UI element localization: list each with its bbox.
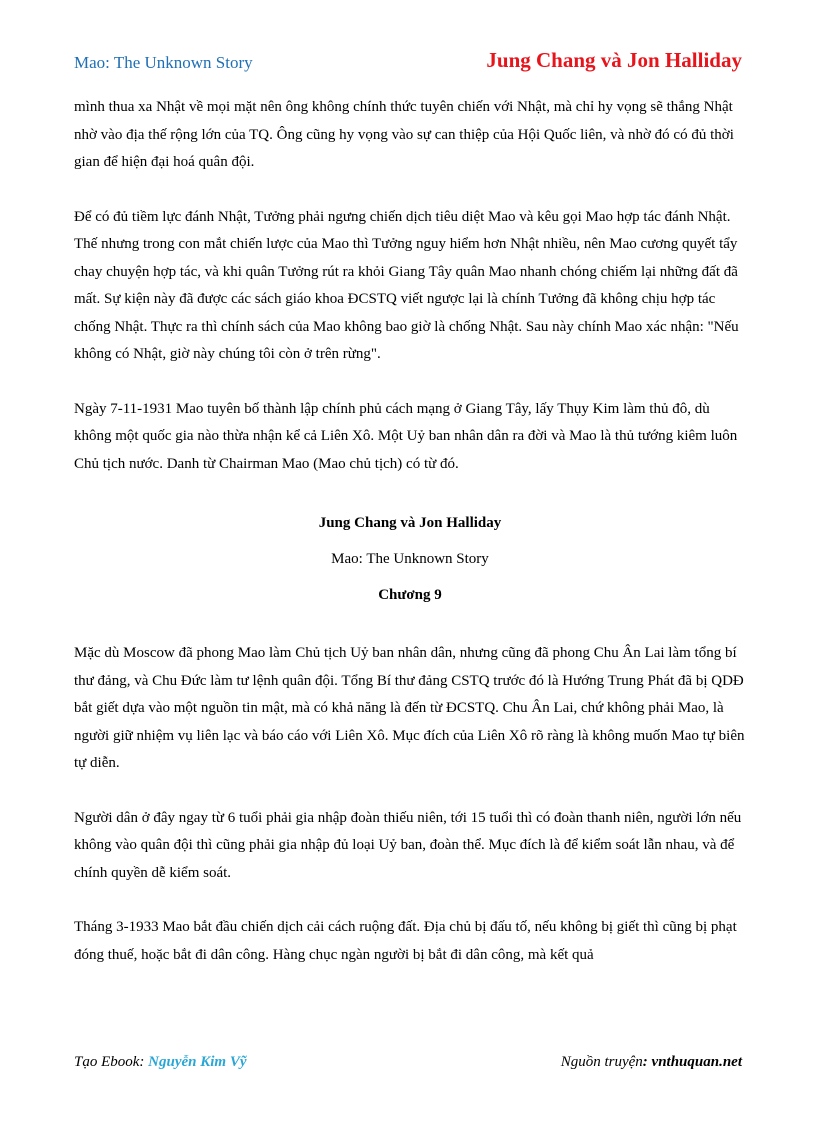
paragraph: Tháng 3-1933 Mao bắt đầu chiến dịch cải cách ruộng đất. Địa chủ bị đấu tố, nếu không bị giết thì cũng bị phạt đóng thuế, hoặc bắt đi dân công. Hàng chục ngàn người bị bắt đi dân công, mà kết quả: [74, 919, 737, 963]
paragraph: Mặc dù Moscow đã phong Mao làm Chủ tịch Uỷ ban nhân dân, nhưng cũng đã phong Chu Ân Lai làm tổng bí thư đảng, và Chu Đức làm tư lệnh quân đội. Tổng Bí thư đảng CSTQ trước đó là Hướng Trung Phát đã bị QDĐ bắt giết dựa vào một nguồn tin mật, mà có khả năng là đến từ ĐCSTQ. Chu Ân Lai, chứ không phải Mao, là người giữ nhiệm vụ liên lạc và báo cáo với Liên Xô. Mục đích của Liên Xô rõ ràng là không muốn Mao tự biên tự diễn.: [74, 645, 745, 771]
chapter-book-title: Mao: The Unknown Story: [331, 551, 489, 567]
footer-ebook-credit: [74, 1054, 247, 1071]
footer-source-credit: [561, 1054, 742, 1071]
footer-ebook-author: Nguyễn Kim Vỹ: [148, 1054, 247, 1070]
chapter-number: Chương 9: [378, 587, 442, 603]
paragraph: Để có đủ tiềm lực đánh Nhật, Tưởng phải ngưng chiến dịch tiêu diệt Mao và kêu gọi Mao hợp tác đánh Nhật. Thế nhưng trong con mắt chiến lược của Mao thì Tưởng nguy hiểm hơn Nhật nhiều, nên Mao cương quyết tẩy chay chuyện hợp tác, và khi quân Tưởng rút ra khỏi Giang Tây quân Mao nhanh chóng chiếm lại những đất đã mất. Sự kiện này đã được các sách giáo khoa ĐCSTQ viết ngược lại là chính Tưởng đã không chịu hợp tác chống Nhật. Thực ra thì chính sách của Mao không bao giờ là chống Nhật. Sau này chính Mao xác nhận: "Nếu không có Nhật, giờ này chúng tôi còn ở trên rừng".: [74, 208, 739, 362]
footer-source-site: vnthuquan.net: [651, 1054, 742, 1070]
header-book-title: Mao: The Unknown Story: [74, 53, 253, 72]
footer-source-label: Nguồn truyện: [560, 1054, 643, 1070]
paragraph: mình thua xa Nhật về mọi mặt nên ông không chính thức tuyên chiến với Nhật, mà chỉ hy vọng sẽ thắng Nhật nhờ vào địa thế rộng lớn của TQ. Ông cũng hy vọng vào sự can thiệp của Hội Quốc liên, và nhờ đó có đủ thời gian để hiện đại hoá quân đội.: [74, 99, 734, 170]
paragraph: Người dân ở đây ngay từ 6 tuổi phải gia nhập đoàn thiếu niên, tới 15 tuổi thì có đoàn thanh niên, người lớn nếu không vào quân đội thì cũng phải gia nhập đủ loại Uỷ ban, đoàn thể. Mục đích là để kiểm soát lẫn nhau, và để chính quyền dễ kiểm soát.: [74, 809, 742, 881]
footer-ebook-colon: :: [139, 1054, 149, 1070]
chapter-heading: [74, 505, 746, 613]
footer-source-colon: :: [642, 1054, 652, 1070]
page-header: [74, 48, 742, 78]
paragraph: Ngày 7-11-1931 Mao tuyên bố thành lập chính phủ cách mạng ở Giang Tây, lấy Thụy Kim làm thủ đô, dù không một quốc gia nào thừa nhận kể cả Liên Xô. Một Uỷ ban nhân dân ra đời và Mao là thủ tướng kiêm luôn Chủ tịch nước. Danh từ Chairman Mao (Mao chủ tịch) có từ đó.: [74, 400, 738, 472]
page-content: [74, 94, 746, 996]
page-footer: [74, 1054, 742, 1078]
footer-ebook-label: Tạo Ebook: [74, 1054, 140, 1070]
header-authors: Jung Chang và Jon Halliday: [486, 48, 742, 72]
chapter-authors: Jung Chang và Jon Halliday: [318, 515, 502, 531]
